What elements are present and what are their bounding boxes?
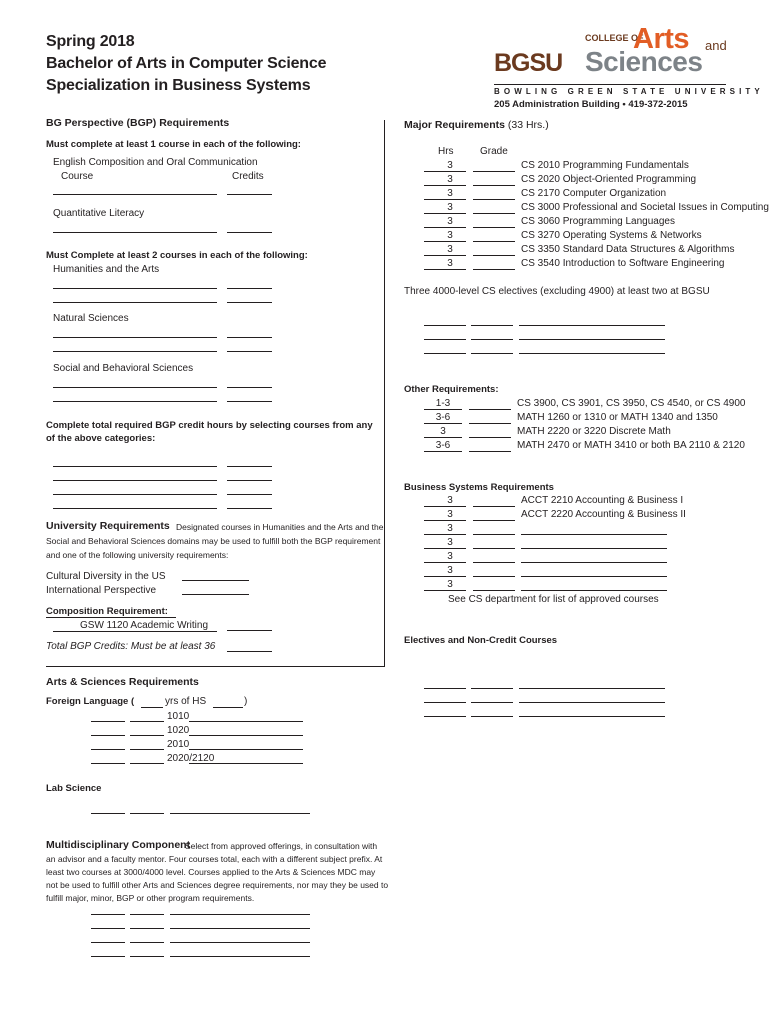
gsw-line	[53, 631, 217, 632]
mdc-line-a[interactable]	[91, 956, 125, 957]
business-hrs-line[interactable]	[424, 548, 466, 549]
business-hrs-line[interactable]	[424, 520, 466, 521]
major-hrs-value: 3	[447, 258, 453, 269]
title-specialization: Specialization in Business Systems	[46, 77, 311, 94]
major-grade-line[interactable]	[473, 199, 515, 200]
noncredit-grade-line[interactable]	[471, 688, 513, 689]
elective-grade-line[interactable]	[471, 353, 513, 354]
and-logo-text: and	[705, 38, 727, 53]
grade-label: Grade	[480, 146, 508, 157]
fl-line-a[interactable]	[91, 749, 125, 750]
major-hrs-value: 3	[447, 216, 453, 227]
quant-course-line	[53, 232, 217, 233]
business-hrs-line[interactable]	[424, 590, 466, 591]
major-course-name: CS 2170 Computer Organization	[521, 188, 667, 199]
total-line-2	[53, 480, 217, 481]
foreign-yrs-label: yrs of HS	[165, 696, 207, 707]
business-course-line[interactable]	[521, 576, 667, 577]
composition-heading: Composition Requirement:	[46, 606, 168, 617]
total-credit-4	[227, 508, 272, 509]
gsw-label: GSW 1120 Academic Writing	[80, 620, 209, 631]
business-grade-line[interactable]	[473, 534, 515, 535]
english-label: English Composition and Oral Communication	[53, 157, 258, 168]
mdc-line-b[interactable]	[130, 956, 164, 957]
bgsu-logo	[494, 49, 562, 78]
mdc-desc-3: least two courses at 3000/4000 level. Courses applied to the Arts & Sciences MDC may	[46, 867, 376, 877]
fl-line-c[interactable]	[189, 721, 303, 722]
other-grade-line[interactable]	[469, 409, 511, 410]
composition-underline	[46, 617, 176, 618]
mdc-line-b[interactable]	[130, 928, 164, 929]
total-credit-2	[227, 480, 272, 481]
major-grade-line[interactable]	[473, 213, 515, 214]
business-course-line[interactable]	[521, 562, 667, 563]
major-hrs-line[interactable]	[424, 213, 466, 214]
fl-line-b[interactable]	[130, 749, 164, 750]
title-term: Spring 2018	[46, 33, 135, 50]
fl-line-c[interactable]	[189, 735, 303, 736]
english-credits-line	[227, 194, 272, 195]
elective-hrs-line[interactable]	[424, 325, 466, 326]
foreign-yrs-line-2	[213, 707, 243, 708]
fl-line-c[interactable]	[189, 763, 303, 764]
major-hrs-value: 3	[447, 202, 453, 213]
other-grade-line[interactable]	[469, 437, 511, 438]
major-course-name: CS 2010 Programming Fundamentals	[521, 160, 689, 171]
total-line-1	[53, 466, 217, 467]
other-hrs-line[interactable]	[424, 423, 462, 424]
electives-note: Three 4000-level CS electives (excluding 4900) at least two at BGSU	[404, 286, 710, 297]
social-credit-1	[227, 387, 272, 388]
major-hrs-value: 3	[447, 188, 453, 199]
total-credit-3	[227, 494, 272, 495]
other-hrs-line[interactable]	[424, 409, 462, 410]
bgp-heading: BG Perspective (BGP) Requirements	[46, 117, 230, 129]
mdc-line-a[interactable]	[91, 928, 125, 929]
arts-logo-text: Arts	[633, 23, 690, 55]
major-hrs-value: 3	[447, 174, 453, 185]
business-grade-line[interactable]	[473, 506, 515, 507]
elective-course-line[interactable]	[519, 325, 665, 326]
major-hrs-line[interactable]	[424, 241, 466, 242]
quant-label: Quantitative Literacy	[53, 208, 145, 219]
noncredit-hrs-line[interactable]	[424, 716, 466, 717]
business-hrs-value: 3	[447, 509, 453, 520]
total-line-4	[53, 508, 217, 509]
major-hrs-line[interactable]	[424, 227, 466, 228]
business-hrs-value: 3	[447, 579, 453, 590]
fl-line-a[interactable]	[91, 721, 125, 722]
fl-line-c[interactable]	[189, 749, 303, 750]
elective-hrs-line[interactable]	[424, 339, 466, 340]
business-hrs-value: 3	[447, 495, 453, 506]
major-heading-text: Major Requirements	[404, 119, 505, 131]
other-course-name: CS 3900, CS 3901, CS 3950, CS 4540, or CS 4900	[517, 398, 746, 409]
section-divider	[46, 666, 385, 667]
other-heading: Other Requirements:	[404, 384, 499, 395]
credits-label: Credits	[232, 171, 264, 182]
business-grade-line[interactable]	[473, 548, 515, 549]
other-course-name: MATH 2220 or 3220 Discrete Math	[517, 426, 671, 437]
business-grade-line[interactable]	[473, 562, 515, 563]
business-grade-line[interactable]	[473, 576, 515, 577]
elective-course-line[interactable]	[519, 353, 665, 354]
business-heading: Business Systems Requirements	[404, 482, 554, 493]
quant-credits-line	[227, 232, 272, 233]
business-hrs-value: 3	[447, 551, 453, 562]
business-hrs-line[interactable]	[424, 562, 466, 563]
bgsu-logo-text: BGSU	[494, 49, 563, 77]
english-course-line	[53, 194, 217, 195]
lab-line-1	[91, 813, 125, 814]
foreign-language-label	[46, 696, 134, 708]
humanities-line-1	[53, 288, 217, 289]
noncredit-course-line[interactable]	[519, 688, 665, 689]
major-grade-line[interactable]	[473, 227, 515, 228]
business-hrs-value: 3	[447, 523, 453, 534]
major-course-name: CS 2020 Object-Oriented Programming	[521, 174, 697, 185]
major-hrs-line[interactable]	[424, 269, 466, 270]
major-grade-line[interactable]	[473, 241, 515, 242]
other-hrs-line[interactable]	[424, 451, 462, 452]
major-course-name: CS 3000 Professional and Societal Issues in Computing	[521, 202, 769, 213]
business-course-line[interactable]	[521, 534, 667, 535]
business-hrs-line[interactable]	[424, 506, 466, 507]
hrs-label: Hrs	[438, 146, 454, 157]
social-line-2	[53, 401, 217, 402]
major-heading	[404, 119, 549, 131]
lab-line-3	[170, 813, 310, 814]
mdc-desc-1: Select from approved offerings, in consultation with	[185, 841, 378, 851]
social-label: Social and Behavioral Sciences	[53, 363, 194, 374]
university-desc-3: and one of the following university requirements:	[46, 550, 229, 560]
cultural-line	[182, 580, 249, 581]
total-credit-1	[227, 466, 272, 467]
business-hrs-line[interactable]	[424, 576, 466, 577]
arts-sciences-heading: Arts & Sciences Requirements	[46, 676, 199, 688]
foreign-close: )	[244, 696, 248, 707]
other-hrs-value: 3-6	[435, 440, 451, 451]
major-grade-line[interactable]	[473, 255, 515, 256]
fl-line-b[interactable]	[130, 735, 164, 736]
course-label: Course	[61, 171, 94, 182]
university-name: BOWLING GREEN STATE UNIVERSITY	[494, 87, 764, 96]
noncredit-grade-line[interactable]	[471, 702, 513, 703]
major-hrs-line[interactable]	[424, 255, 466, 256]
major-grade-line[interactable]	[473, 171, 515, 172]
major-hrs-line[interactable]	[424, 171, 466, 172]
noncredit-hrs-line[interactable]	[424, 688, 466, 689]
business-hrs-line[interactable]	[424, 534, 466, 535]
business-hrs-value: 3	[447, 537, 453, 548]
business-course-name: ACCT 2220 Accounting & Business II	[521, 509, 686, 520]
business-hrs-value: 3	[447, 565, 453, 576]
fl-line-a[interactable]	[91, 735, 125, 736]
fl-line-b[interactable]	[130, 763, 164, 764]
university-heading: University Requirements	[46, 520, 170, 532]
humanities-credit-1	[227, 288, 272, 289]
other-grade-line[interactable]	[469, 423, 511, 424]
total-bgp-line	[227, 651, 272, 652]
business-course-line[interactable]	[521, 590, 667, 591]
mdc-line-b[interactable]	[130, 942, 164, 943]
international-line	[182, 594, 249, 595]
fl-course-label: 2010	[167, 739, 190, 750]
mdc-line-c[interactable]	[170, 956, 310, 957]
other-hrs-line[interactable]	[424, 437, 462, 438]
foreign-label-text: Foreign Language (	[46, 696, 135, 707]
sciences-logo-text: Sciences	[585, 46, 703, 77]
natural-line-1	[53, 337, 217, 338]
humanities-line-2	[53, 302, 217, 303]
noncredit-hrs-line[interactable]	[424, 702, 466, 703]
major-hrs-value: 3	[447, 230, 453, 241]
mdc-line-a[interactable]	[91, 942, 125, 943]
other-course-name: MATH 2470 or MATH 3410 or both BA 2110 & 2120	[517, 440, 745, 451]
social-line-1	[53, 387, 217, 388]
bgp-must-two: Must Complete at least 2 courses in each of the following:	[46, 250, 308, 261]
major-hrs-line[interactable]	[424, 185, 466, 186]
see-cs-note: See CS department for list of approved courses	[448, 594, 659, 605]
noncredit-course-line[interactable]	[519, 716, 665, 717]
business-grade-line[interactable]	[473, 520, 515, 521]
total-bgp-label: Total BGP Credits: Must be at least 36	[46, 641, 216, 652]
gsw-credit	[227, 630, 272, 631]
noncredit-course-line[interactable]	[519, 702, 665, 703]
noncredit-grade-line[interactable]	[471, 716, 513, 717]
complete-total-line2: of the above categories:	[46, 433, 156, 444]
mdc-line-c[interactable]	[170, 942, 310, 943]
mdc-line-c[interactable]	[170, 914, 310, 915]
elective-hrs-line[interactable]	[424, 353, 466, 354]
total-line-3	[53, 494, 217, 495]
cultural-label: Cultural Diversity in the US	[46, 571, 166, 582]
natural-label: Natural Sciences	[53, 313, 129, 324]
electives-heading: Electives and Non-Credit Courses	[404, 635, 558, 646]
university-desc-2: Social and Behavioral Sciences domains may be used to fulfill both the BGP requirement	[46, 536, 381, 546]
natural-line-2	[53, 351, 217, 352]
mdc-desc-5: fulfill major, minor, BGP or other program requirements.	[46, 893, 255, 903]
fl-line-b[interactable]	[130, 721, 164, 722]
other-course-name: MATH 1260 or 1310 or MATH 1340 and 1350	[517, 412, 718, 423]
social-credit-2	[227, 401, 272, 402]
major-course-name: CS 3060 Programming Languages	[521, 216, 675, 227]
address: 205 Administration Building • 419-372-2015	[494, 99, 688, 110]
fl-course-label: 2020/2120	[167, 753, 215, 764]
other-hrs-value: 1-3	[435, 398, 451, 409]
column-divider	[384, 120, 385, 666]
other-grade-line[interactable]	[469, 451, 511, 452]
major-grade-line[interactable]	[473, 269, 515, 270]
lab-science-label: Lab Science	[46, 783, 102, 794]
natural-credit-1	[227, 337, 272, 338]
business-grade-line[interactable]	[473, 590, 515, 591]
page-title	[46, 31, 326, 97]
title-degree: Bachelor of Arts in Computer Science	[46, 55, 327, 72]
mdc-line-b[interactable]	[130, 914, 164, 915]
business-course-line[interactable]	[521, 548, 667, 549]
elective-grade-line[interactable]	[471, 339, 513, 340]
major-course-name: CS 3540 Introduction to Software Engineering	[521, 258, 725, 269]
major-hrs-text: (33 Hrs.)	[507, 119, 549, 131]
fl-line-a[interactable]	[91, 763, 125, 764]
natural-credit-2	[227, 351, 272, 352]
fl-course-label: 1010	[167, 711, 190, 722]
mdc-heading: Multidisciplinary Component	[46, 839, 191, 851]
mdc-line-a[interactable]	[91, 914, 125, 915]
major-hrs-value: 3	[447, 160, 453, 171]
other-hrs-value: 3	[440, 426, 446, 437]
logo-divider	[494, 84, 726, 85]
elective-grade-line[interactable]	[471, 325, 513, 326]
mdc-line-c[interactable]	[170, 928, 310, 929]
university-desc-1: Designated courses in Humanities and the Arts and the	[176, 522, 384, 532]
major-course-name: CS 3350 Standard Data Structures & Algorithms	[521, 244, 735, 255]
foreign-yrs-line	[141, 707, 163, 708]
business-course-name: ACCT 2210 Accounting & Business I	[521, 495, 684, 506]
international-label: International Perspective	[46, 585, 157, 596]
major-hrs-value: 3	[447, 244, 453, 255]
mdc-desc-2: an advisor and a faculty mentor. Four courses total, each with a different subject prefix. At	[46, 854, 383, 864]
lab-line-2	[130, 813, 164, 814]
elective-course-line[interactable]	[519, 339, 665, 340]
complete-total-line1: Complete total required BGP credit hours by selecting courses from any	[46, 420, 373, 431]
major-grade-line[interactable]	[473, 185, 515, 186]
humanities-credit-2	[227, 302, 272, 303]
bgp-must-one: Must complete at least 1 course in each of the following:	[46, 139, 301, 150]
humanities-label: Humanities and the Arts	[53, 264, 160, 275]
mdc-desc-4: not be used to fulfill other Arts and Sciences degree requirements, nor may they be used to	[46, 880, 389, 890]
fl-course-label: 1020	[167, 725, 190, 736]
major-course-name: CS 3270 Operating Systems & Networks	[521, 230, 702, 241]
other-hrs-value: 3-6	[435, 412, 451, 423]
college-of-label: COLLEGE OF	[585, 33, 644, 43]
major-hrs-line[interactable]	[424, 199, 466, 200]
